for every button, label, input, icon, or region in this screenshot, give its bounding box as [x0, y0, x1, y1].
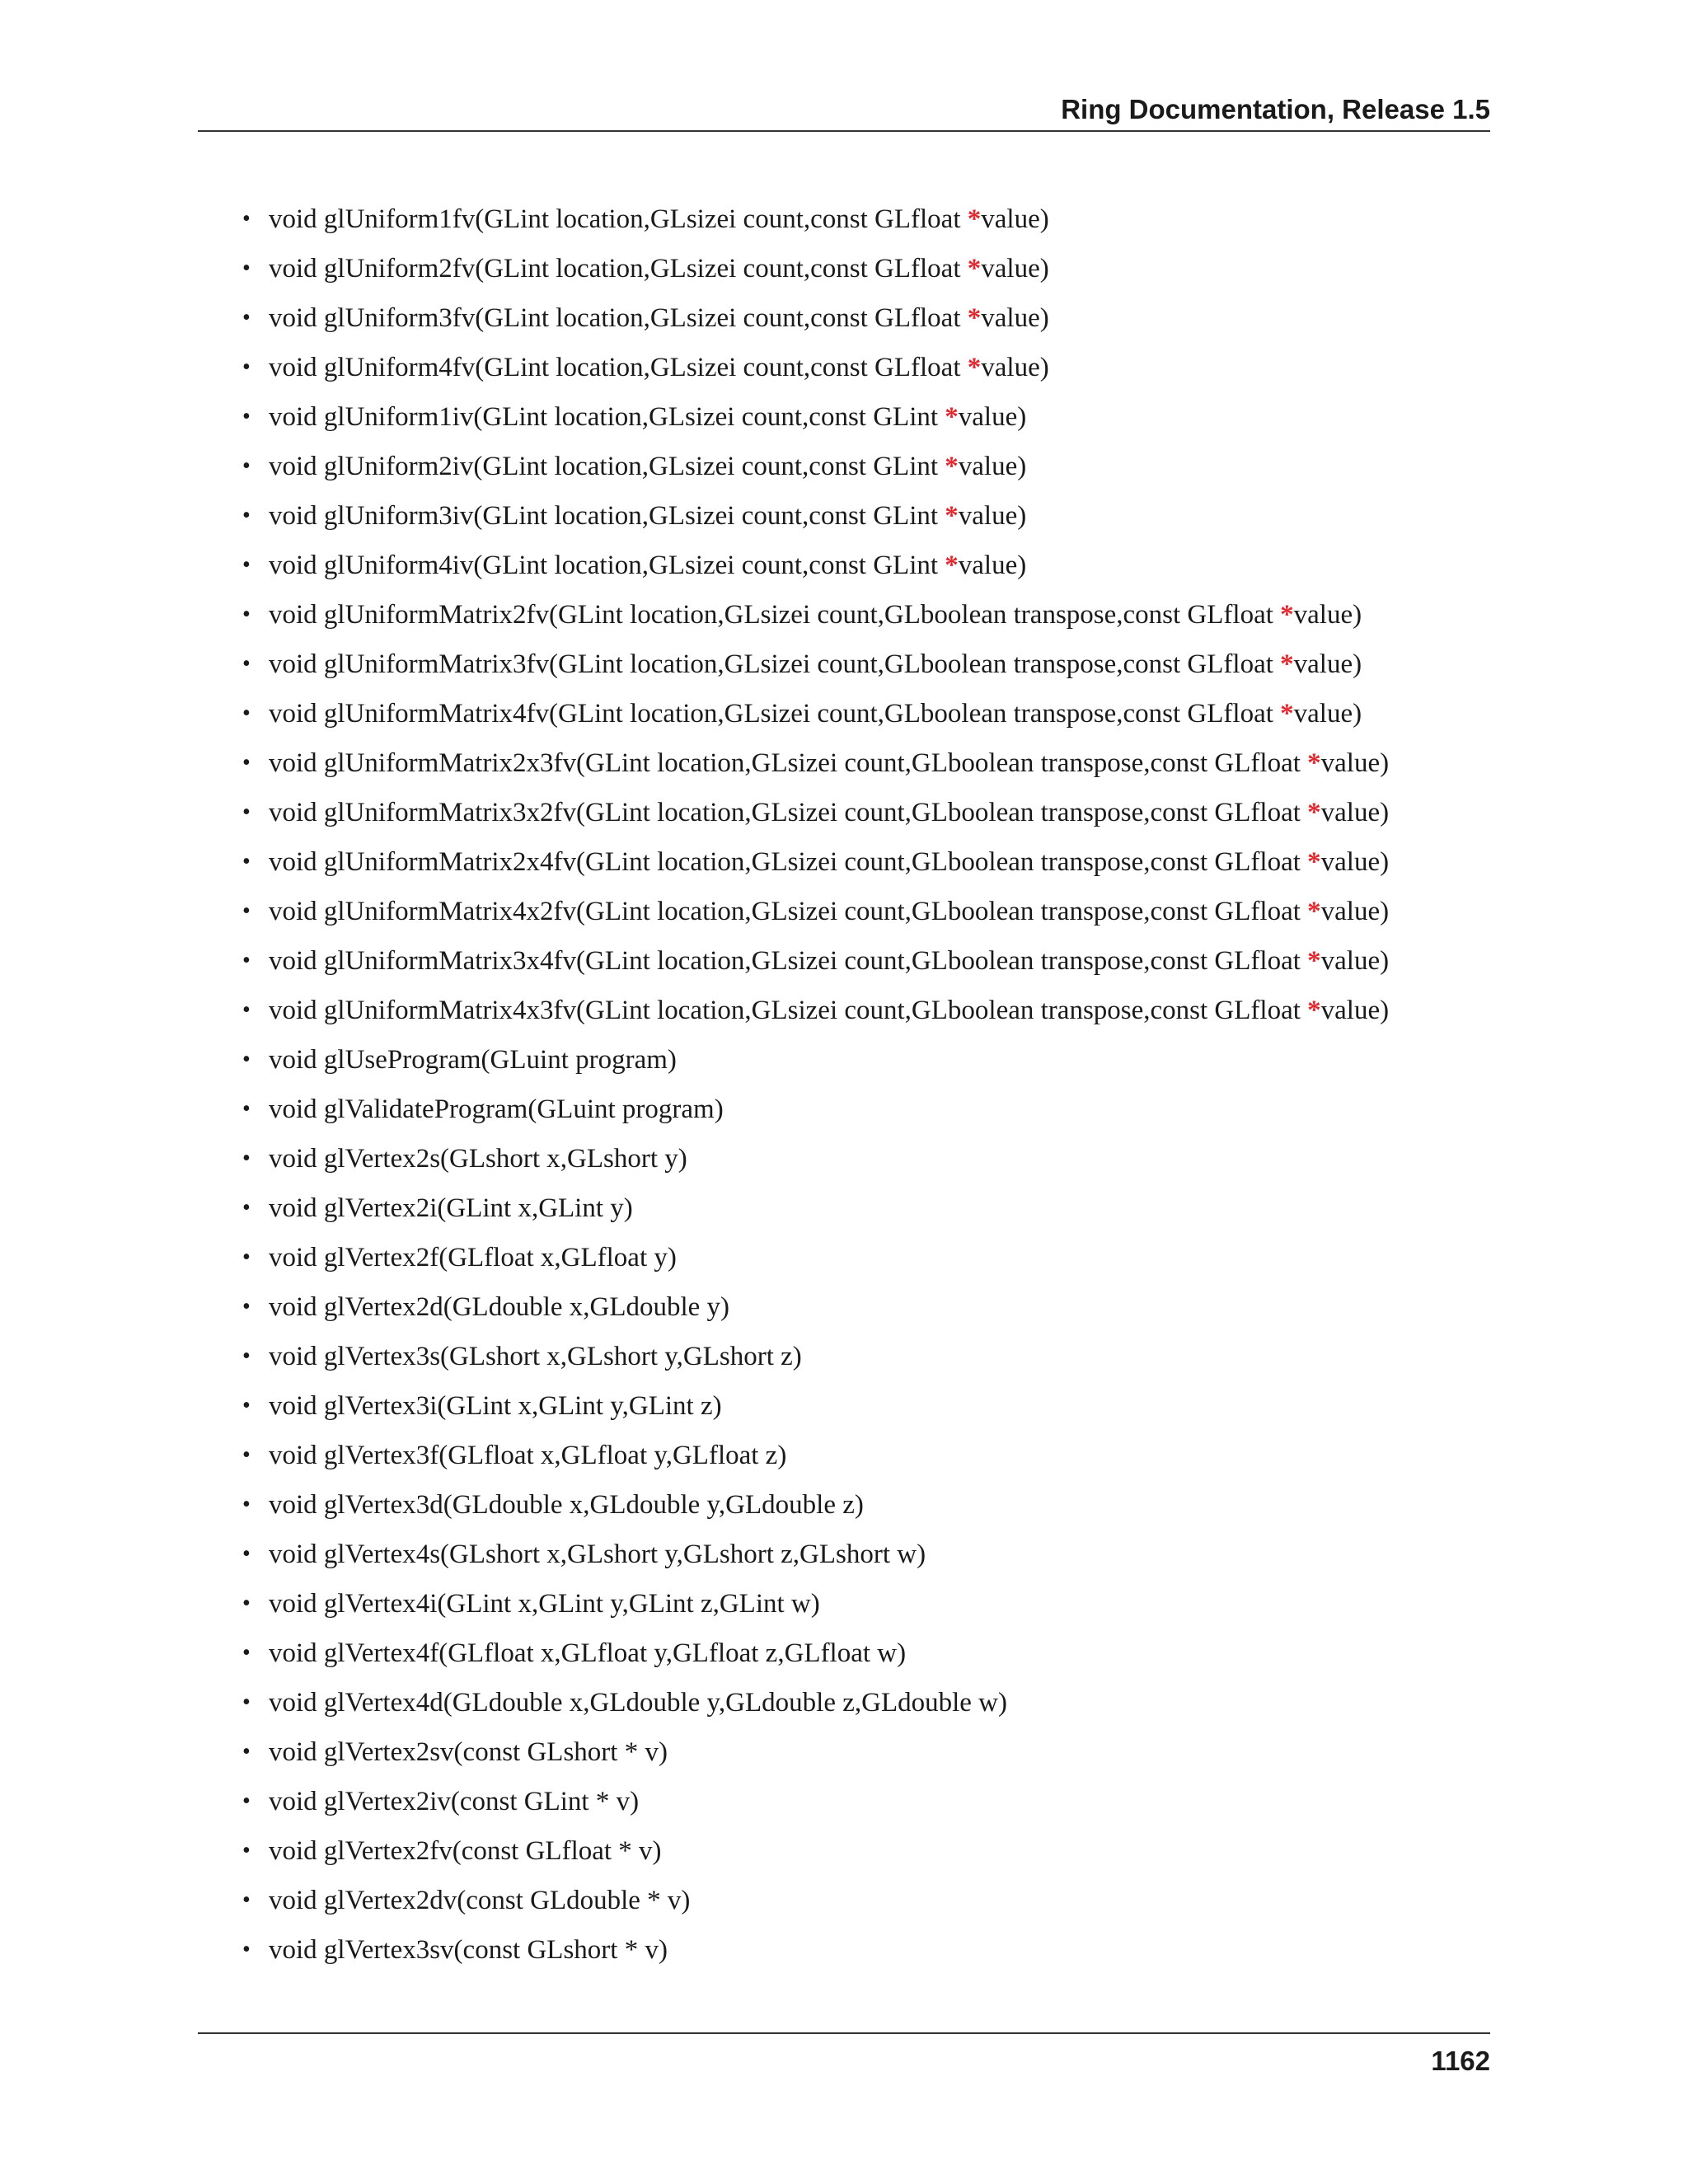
- list-item: [242, 986, 1389, 1035]
- list-item: [242, 936, 1389, 986]
- function-signature: [269, 1038, 677, 1081]
- signature-text-tail: value): [1320, 847, 1390, 877]
- list-item: [242, 244, 1389, 293]
- pointer-asterisk: *: [1307, 847, 1321, 877]
- list-item: [242, 1233, 1389, 1282]
- list-item: [242, 1678, 1389, 1727]
- list-item: [242, 491, 1389, 541]
- function-signature: [269, 346, 1049, 389]
- signature-text: void glUniformMatrix4x3fv(GLint location,GLsizei count,GLboolean transpose,const GLfloat: [269, 996, 1308, 1025]
- signature-text: void glUniformMatrix4fv(GLint location,GLsizei count,GLboolean transpose,const GLfloat: [269, 699, 1281, 729]
- list-item: [242, 1332, 1389, 1381]
- bullet-icon: •: [242, 651, 251, 677]
- function-signature: [269, 297, 1049, 340]
- signature-text-tail: value): [1320, 897, 1390, 926]
- signature-text: void glUniformMatrix3fv(GLint location,GLsizei count,GLboolean transpose,const GLfloat: [269, 649, 1281, 679]
- bullet-icon: •: [242, 1146, 251, 1171]
- signature-text: void glUniform2fv(GLint location,GLsizei count,const GLfloat: [269, 254, 968, 284]
- signature-text: void glVertex3d(GLdouble x,GLdouble y,GLdouble z): [269, 1490, 864, 1520]
- bullet-icon: •: [242, 404, 251, 429]
- function-signature: [269, 1632, 906, 1675]
- list-item: [242, 689, 1389, 738]
- pointer-asterisk: *: [1307, 748, 1321, 778]
- list-item: [242, 1727, 1389, 1777]
- bullet-icon: •: [242, 898, 251, 924]
- pointer-asterisk: *: [967, 204, 982, 234]
- list-item: [242, 788, 1389, 837]
- function-signature: [269, 940, 1389, 982]
- bullet-icon: •: [242, 1492, 251, 1517]
- signature-text: void glVertex3sv(const GLshort * v): [269, 1935, 668, 1965]
- bullet-icon: •: [242, 1690, 251, 1715]
- pointer-asterisk: *: [1307, 897, 1321, 926]
- signature-text-tail: value): [958, 402, 1027, 432]
- list-item: [242, 1183, 1389, 1233]
- signature-text: void glUniform1fv(GLint location,GLsizei count,const GLfloat: [269, 204, 968, 234]
- function-signature: [269, 1780, 639, 1823]
- pointer-asterisk: *: [1307, 946, 1321, 976]
- bullet-icon: •: [242, 701, 251, 726]
- list-item: [242, 1282, 1389, 1332]
- pointer-asterisk: *: [967, 254, 982, 284]
- function-signature: [269, 1582, 820, 1625]
- function-signature: [269, 247, 1049, 290]
- list-item: [242, 1826, 1389, 1876]
- page-header: [198, 89, 1490, 132]
- bullet-icon: •: [242, 1541, 251, 1567]
- signature-text: void glVertex2s(GLshort x,GLshort y): [269, 1144, 687, 1174]
- signature-text: void glUniformMatrix4x2fv(GLint location,GLsizei count,GLboolean transpose,const GLfloat: [269, 897, 1308, 926]
- pointer-asterisk: *: [1280, 600, 1294, 630]
- function-signature: [269, 1187, 633, 1230]
- function-signature: [269, 841, 1389, 883]
- signature-text-tail: value): [958, 501, 1027, 531]
- function-signature: [269, 1830, 662, 1872]
- signature-text: void glVertex3s(GLshort x,GLshort y,GLshort z): [269, 1342, 802, 1371]
- bullet-icon: •: [242, 1343, 251, 1369]
- bullet-icon: •: [242, 503, 251, 528]
- signature-text: void glVertex3i(GLint x,GLint y,GLint z): [269, 1391, 722, 1421]
- list-item: [242, 640, 1389, 689]
- function-signature: [269, 1385, 722, 1427]
- bullet-icon: •: [242, 1096, 251, 1122]
- bullet-icon: •: [242, 1937, 251, 1962]
- signature-text-tail: value): [981, 204, 1049, 234]
- function-signature: [269, 791, 1389, 834]
- bullet-icon: •: [242, 206, 251, 232]
- pointer-asterisk: *: [1307, 996, 1321, 1025]
- signature-text-tail: value): [1293, 649, 1362, 679]
- signature-text-tail: value): [1320, 996, 1390, 1025]
- bullet-icon: •: [242, 1739, 251, 1765]
- list-item: [242, 1530, 1389, 1579]
- bullet-icon: •: [242, 1393, 251, 1418]
- pointer-asterisk: *: [1280, 699, 1294, 729]
- pointer-asterisk: *: [1307, 798, 1321, 827]
- list-item: [242, 887, 1389, 936]
- bullet-icon: •: [242, 305, 251, 330]
- pointer-asterisk: *: [945, 402, 959, 432]
- page-number: 1162: [1431, 2046, 1490, 2076]
- signature-text-tail: value): [958, 551, 1027, 580]
- list-item: [242, 1876, 1389, 1925]
- list-item: [242, 1134, 1389, 1183]
- bullet-icon: •: [242, 453, 251, 479]
- list-item: [242, 1381, 1389, 1431]
- bullet-icon: •: [242, 1788, 251, 1814]
- function-signature: [269, 989, 1389, 1032]
- signature-text: void glUniformMatrix2x4fv(GLint location,GLsizei count,GLboolean transpose,const GLfloat: [269, 847, 1308, 877]
- pointer-asterisk: *: [1280, 649, 1294, 679]
- function-signature: [269, 890, 1389, 933]
- pointer-asterisk: *: [967, 303, 982, 333]
- pointer-asterisk: *: [945, 551, 959, 580]
- function-signature: [269, 643, 1362, 686]
- function-signature: [269, 593, 1362, 636]
- signature-text-tail: value): [981, 254, 1049, 284]
- signature-text: void glUniform2iv(GLint location,GLsizei count,const GLint: [269, 452, 945, 481]
- bullet-icon: •: [242, 1887, 251, 1913]
- signature-text-tail: value): [1320, 798, 1390, 827]
- signature-text: void glVertex2dv(const GLdouble * v): [269, 1886, 691, 1915]
- signature-text: void glVertex4f(GLfloat x,GLfloat y,GLfloat z,GLfloat w): [269, 1638, 907, 1668]
- function-signature: [269, 445, 1026, 488]
- function-signature: [269, 396, 1026, 438]
- signature-text: void glVertex2iv(const GLint * v): [269, 1787, 640, 1816]
- list-item: [242, 442, 1389, 491]
- signature-text-tail: value): [1293, 699, 1362, 729]
- list-item: [242, 1085, 1389, 1134]
- signature-text: void glVertex2fv(const GLfloat * v): [269, 1836, 662, 1866]
- signature-text: void glUniformMatrix3x4fv(GLint location,GLsizei count,GLboolean transpose,const GLfloat: [269, 946, 1308, 976]
- list-item: [242, 541, 1389, 590]
- bullet-icon: •: [242, 799, 251, 825]
- list-item: [242, 590, 1389, 640]
- bullet-icon: •: [242, 1047, 251, 1072]
- signature-text: void glVertex4i(GLint x,GLint y,GLint z,GLint w): [269, 1589, 820, 1619]
- header-title: Ring Documentation, Release 1.5: [1061, 94, 1490, 124]
- signature-text-tail: value): [981, 303, 1049, 333]
- function-signature: [269, 1286, 729, 1329]
- function-signature: [269, 1483, 864, 1526]
- bullet-icon: •: [242, 1294, 251, 1319]
- list-item: [242, 837, 1389, 887]
- list-item: [242, 293, 1389, 343]
- function-signature: [269, 198, 1049, 241]
- list-item: [242, 1480, 1389, 1530]
- signature-text: void glVertex3f(GLfloat x,GLfloat y,GLfloat z): [269, 1441, 787, 1470]
- function-signature: [269, 1434, 786, 1477]
- signature-text: void glUseProgram(GLuint program): [269, 1045, 677, 1075]
- function-signature: [269, 1236, 677, 1279]
- page-footer: [198, 2032, 1490, 2076]
- signature-text: void glValidateProgram(GLuint program): [269, 1094, 724, 1124]
- bullet-icon: •: [242, 750, 251, 776]
- signature-text-tail: value): [981, 353, 1049, 382]
- list-item: [242, 1629, 1389, 1678]
- list-item: [242, 1579, 1389, 1629]
- function-signature: [269, 692, 1362, 735]
- bullet-icon: •: [242, 948, 251, 973]
- signature-text: void glUniform3fv(GLint location,GLsizei count,const GLfloat: [269, 303, 968, 333]
- function-signature: [269, 1731, 668, 1774]
- bullet-icon: •: [242, 1640, 251, 1666]
- list-item: [242, 392, 1389, 442]
- signature-text: void glVertex2i(GLint x,GLint y): [269, 1193, 633, 1223]
- function-signature: [269, 742, 1389, 785]
- list-item: [242, 1777, 1389, 1826]
- signature-text: void glVertex4s(GLshort x,GLshort y,GLshort z,GLshort w): [269, 1540, 926, 1569]
- function-signature: [269, 494, 1026, 537]
- function-signature: [269, 1335, 802, 1378]
- function-signature: [269, 1088, 724, 1131]
- list-item: [242, 1431, 1389, 1480]
- bullet-icon: •: [242, 552, 251, 578]
- bullet-icon: •: [242, 255, 251, 281]
- bullet-icon: •: [242, 602, 251, 627]
- signature-text: void glUniform1iv(GLint location,GLsizei count,const GLint: [269, 402, 945, 432]
- bullet-icon: •: [242, 849, 251, 874]
- bullet-icon: •: [242, 354, 251, 380]
- list-item: [242, 343, 1389, 392]
- signature-text-tail: value): [1320, 748, 1390, 778]
- function-signature: [269, 1681, 1007, 1724]
- bullet-icon: •: [242, 1195, 251, 1221]
- signature-text: void glUniformMatrix2fv(GLint location,GLsizei count,GLboolean transpose,const GLfloat: [269, 600, 1281, 630]
- bullet-icon: •: [242, 1442, 251, 1468]
- signature-text: void glUniformMatrix3x2fv(GLint location,GLsizei count,GLboolean transpose,const GLfloat: [269, 798, 1308, 827]
- signature-text-tail: value): [1293, 600, 1362, 630]
- signature-text: void glVertex2d(GLdouble x,GLdouble y): [269, 1292, 730, 1322]
- function-signature: [269, 1929, 668, 1971]
- pointer-asterisk: *: [945, 452, 959, 481]
- signature-text: void glVertex4d(GLdouble x,GLdouble y,GLdouble z,GLdouble w): [269, 1688, 1007, 1718]
- list-item: [242, 1035, 1389, 1085]
- list-item: [242, 738, 1389, 788]
- function-signature: [269, 1879, 690, 1922]
- bullet-icon: •: [242, 1244, 251, 1270]
- signature-text: void glUniform3iv(GLint location,GLsizei count,const GLint: [269, 501, 945, 531]
- bullet-icon: •: [242, 1591, 251, 1616]
- list-item: [242, 194, 1389, 244]
- signature-text-tail: value): [1320, 946, 1390, 976]
- signature-text: void glUniform4fv(GLint location,GLsizei count,const GLfloat: [269, 353, 968, 382]
- signature-text: void glVertex2sv(const GLshort * v): [269, 1737, 668, 1767]
- function-signature: [269, 1533, 926, 1576]
- signature-text: void glUniformMatrix2x3fv(GLint location,GLsizei count,GLboolean transpose,const GLfloat: [269, 748, 1308, 778]
- bullet-icon: •: [242, 997, 251, 1023]
- bullet-icon: •: [242, 1838, 251, 1863]
- function-signature: [269, 544, 1026, 587]
- function-signature: [269, 1137, 687, 1180]
- list-item: [242, 1925, 1389, 1975]
- signature-text: void glVertex2f(GLfloat x,GLfloat y): [269, 1243, 677, 1272]
- function-list: [242, 194, 1389, 1975]
- pointer-asterisk: *: [967, 353, 982, 382]
- signature-text: void glUniform4iv(GLint location,GLsizei count,const GLint: [269, 551, 945, 580]
- signature-text-tail: value): [958, 452, 1027, 481]
- pointer-asterisk: *: [945, 501, 959, 531]
